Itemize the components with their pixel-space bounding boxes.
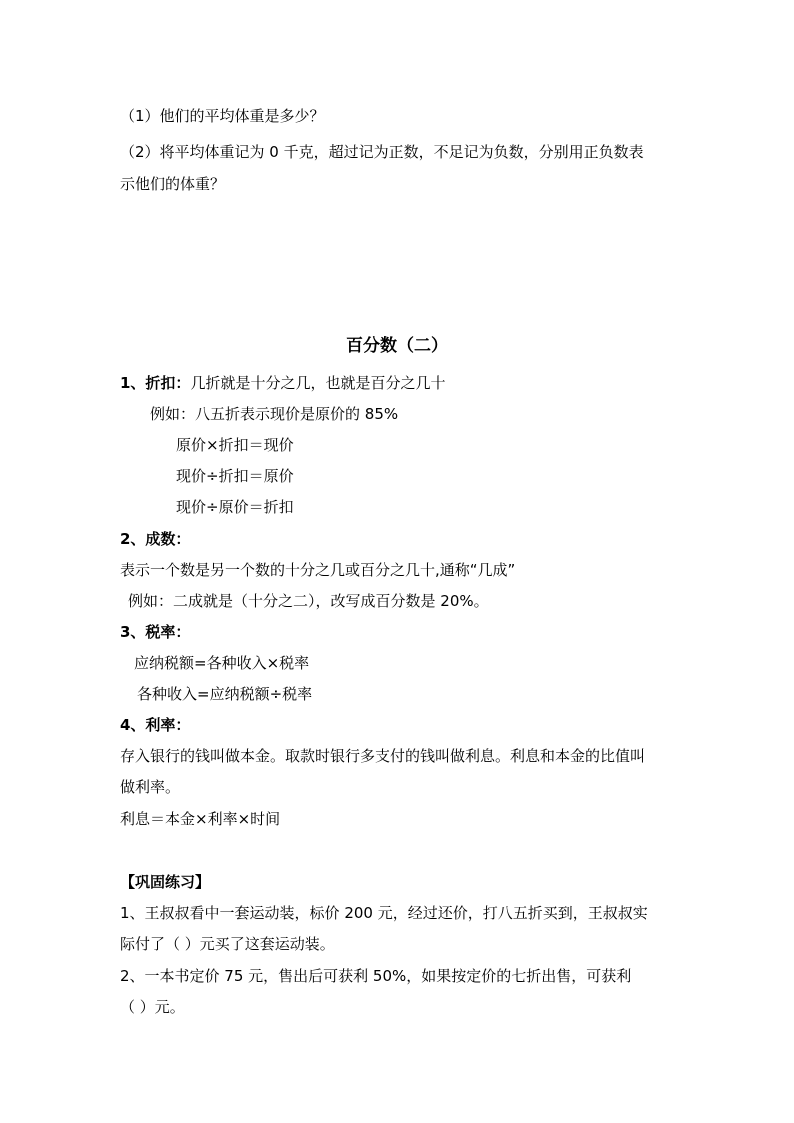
discount-example: 例如：八五折表示现价是原价的 85% (150, 405, 399, 423)
discount-formula-1: 原价×折扣＝现价 (176, 436, 294, 454)
question-1: （1）他们的平均体重是多少？ (120, 107, 325, 125)
interest-definition-line-2: 做利率。 (120, 778, 181, 796)
chengshu-definition: 表示一个数是另一个数的十分之几或百分之几十,通称“几成” (120, 561, 516, 579)
discount-heading: 1、折扣： (120, 374, 191, 392)
chengshu-example: 例如：二成就是（十分之二），改写成百分数是 20%。 (128, 592, 489, 610)
practice-2-line-1: 2、一本书定价 75 元，售出后可获利 50%，如果按定价的七折出售，可获利 (120, 967, 632, 985)
discount-definition: 几折就是十分之几，也就是百分之几十 (190, 374, 446, 392)
tax-heading: 3、税率： (120, 623, 191, 641)
discount-formula-3: 现价÷原价＝折扣 (176, 498, 294, 516)
interest-definition-line-1: 存入银行的钱叫做本金。取款时银行多支付的钱叫做利息。利息和本金的比值叫 (120, 747, 646, 765)
tax-formula-2: 各种收入=应纳税额÷税率 (137, 685, 313, 703)
discount-row (120, 373, 445, 393)
practice-heading: 【巩固练习】 (120, 873, 211, 891)
practice-1-line-2: 际付了（ ）元买了这套运动装。 (120, 935, 335, 953)
interest-formula: 利息＝本金×利率×时间 (120, 810, 281, 828)
discount-formula-2: 现价÷折扣＝原价 (176, 467, 294, 485)
interest-heading: 4、利率： (120, 716, 191, 734)
chengshu-heading: 2、成数： (120, 530, 191, 548)
question-2-line-2: 示他们的体重？ (120, 175, 226, 193)
section-title: 百分数（二） (346, 336, 448, 356)
practice-1-line-1: 1、王叔叔看中一套运动装，标价 200 元，经过还价，打八五折买到，王叔叔实 (120, 904, 648, 922)
tax-formula-1: 应纳税额=各种收入×税率 (134, 654, 310, 672)
practice-2-line-2: （ ）元。 (120, 998, 185, 1016)
question-2-line-1: （2）将平均体重记为 0 千克，超过记为正数，不足记为负数，分别用正负数表 (120, 143, 644, 161)
